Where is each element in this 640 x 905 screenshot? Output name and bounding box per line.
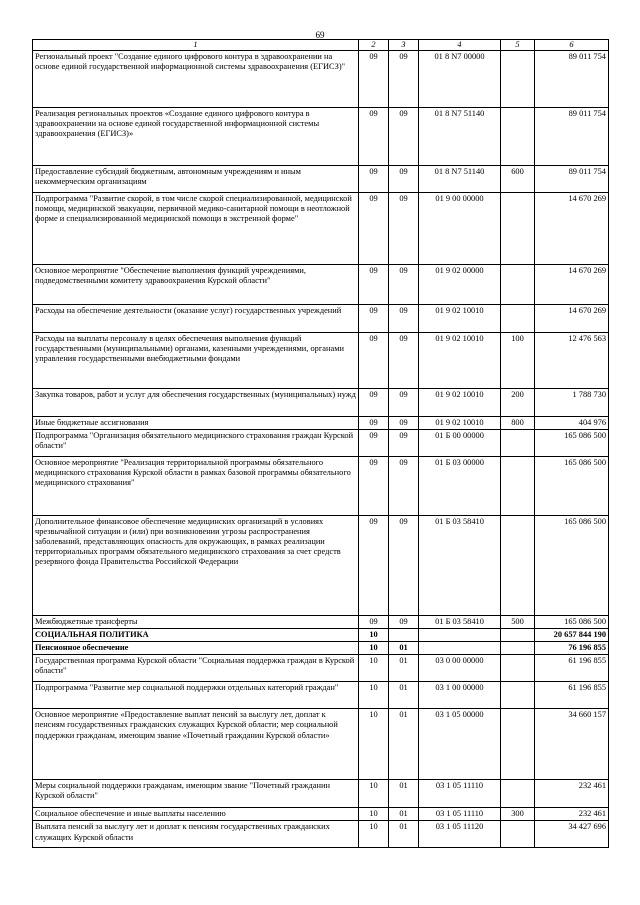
expense-type-code — [501, 629, 535, 642]
section-code: 09 — [359, 193, 389, 265]
amount: 34 427 696 — [535, 821, 609, 848]
expense-type-code — [501, 709, 535, 780]
table-row — [33, 333, 609, 389]
target-code: 01 9 02 10010 — [419, 333, 501, 389]
amount: 89 011 754 — [535, 51, 609, 108]
page-number: 69 — [315, 30, 325, 40]
expense-type-code: 300 — [501, 808, 535, 821]
subsection-code: 09 — [389, 430, 419, 457]
table-row — [33, 642, 609, 655]
subsection-code: 09 — [389, 305, 419, 333]
subsection-code: 01 — [389, 709, 419, 780]
row-name: Межбюджетные трансферты — [33, 616, 359, 629]
target-code: 01 9 02 10010 — [419, 389, 501, 417]
target-code: 03 1 05 11120 — [419, 821, 501, 848]
target-code: 01 8 N7 51140 — [419, 108, 501, 166]
expense-type-code — [501, 457, 535, 516]
amount: 232 461 — [535, 808, 609, 821]
target-code: 03 0 00 00000 — [419, 655, 501, 682]
row-name: Дополнительное финансовое обеспечение медицинских организаций в условиях чрезвычайной ситуации и (или) при возникновении угрозы распространения заболеваний, представляющих опасность для окружающих, в рамках реализации территориальных программ обязательного медицинского страхования за счет средств резервного фонда Правительства Российской Федерации — [33, 516, 359, 616]
row-name: Социальное обеспечение и иные выплаты населению — [33, 808, 359, 821]
target-code: 03 1 05 11110 — [419, 780, 501, 808]
amount: 34 660 157 — [535, 709, 609, 780]
section-code: 10 — [359, 821, 389, 848]
table-row — [33, 655, 609, 682]
row-name: Основное мероприятие «Предоставление выплат пенсий за выслугу лет, доплат к пенсиям государственных гражданских служащих Курской области; мер социальной поддержки гражданам, имеющим звание «Почетный гражданин Курской области» — [33, 709, 359, 780]
table-body — [33, 51, 609, 848]
row-name: Пенсионное обеспечение — [33, 642, 359, 655]
target-code: 01 Б 03 00000 — [419, 457, 501, 516]
subsection-code: 09 — [389, 193, 419, 265]
section-code: 09 — [359, 516, 389, 616]
section-code: 10 — [359, 682, 389, 709]
expense-type-code: 800 — [501, 417, 535, 430]
subsection-code: 09 — [389, 333, 419, 389]
table-row — [33, 821, 609, 848]
expense-type-code — [501, 516, 535, 616]
table-row — [33, 780, 609, 808]
amount: 165 086 500 — [535, 430, 609, 457]
table-row — [33, 516, 609, 616]
amount: 76 196 855 — [535, 642, 609, 655]
target-code — [419, 642, 501, 655]
row-name: Закупка товаров, работ и услуг для обеспечения государственных (муниципальных) нужд — [33, 389, 359, 417]
target-code: 03 1 05 11110 — [419, 808, 501, 821]
row-name: Региональный проект "Создание единого цифрового контура в здравоохранении на основе единой государственной информационной системы здравоохранения (ЕГИСЗ)" — [33, 51, 359, 108]
section-code: 09 — [359, 616, 389, 629]
subsection-code: 09 — [389, 616, 419, 629]
row-name: Реализация региональных проектов «Создание единого цифрового контура в здравоохранении на основе единой государственной информационной системы здравоохранения (ЕГИСЗ)» — [33, 108, 359, 166]
target-code: 01 Б 03 58410 — [419, 516, 501, 616]
section-code: 09 — [359, 305, 389, 333]
section-code: 09 — [359, 265, 389, 305]
subsection-code: 01 — [389, 780, 419, 808]
section-code: 10 — [359, 629, 389, 642]
target-code: 01 9 00 00000 — [419, 193, 501, 265]
amount: 14 670 269 — [535, 265, 609, 305]
row-name: Подпрограмма "Развитие скорой, в том числе скорой специализированной, медицинской помощи, медицинской эвакуации, первичной медико-санитарной помощи в неотложной форме и специализированной медицинской помощи в экстренной форме" — [33, 193, 359, 265]
column-header: 1 — [33, 40, 359, 51]
amount: 165 086 500 — [535, 516, 609, 616]
amount: 89 011 754 — [535, 166, 609, 193]
section-code: 10 — [359, 709, 389, 780]
section-code: 09 — [359, 430, 389, 457]
subsection-code: 01 — [389, 821, 419, 848]
section-code: 09 — [359, 389, 389, 417]
expense-type-code: 200 — [501, 389, 535, 417]
row-name: Расходы на выплаты персоналу в целях обеспечения выполнения функций государственными (муниципальными) органами, казенными учреждениями, органами управления государственными внебюджетными фондами — [33, 333, 359, 389]
table-row — [33, 265, 609, 305]
expense-type-code — [501, 51, 535, 108]
subsection-code — [389, 629, 419, 642]
target-code: 01 9 02 00000 — [419, 265, 501, 305]
subsection-code: 09 — [389, 265, 419, 305]
column-header: 5 — [501, 40, 535, 51]
row-name: СОЦИАЛЬНАЯ ПОЛИТИКА — [33, 629, 359, 642]
expense-type-code — [501, 193, 535, 265]
row-name: Расходы на обеспечение деятельности (оказание услуг) государственных учреждений — [33, 305, 359, 333]
amount: 61 196 855 — [535, 655, 609, 682]
target-code — [419, 629, 501, 642]
row-name: Государственная программа Курской области "Социальная поддержка граждан в Курской области" — [33, 655, 359, 682]
subsection-code: 01 — [389, 682, 419, 709]
column-header: 6 — [535, 40, 609, 51]
amount: 404 976 — [535, 417, 609, 430]
target-code: 01 8 N7 00000 — [419, 51, 501, 108]
subsection-code: 09 — [389, 108, 419, 166]
expense-type-code — [501, 305, 535, 333]
section-code: 09 — [359, 51, 389, 108]
subsection-code: 09 — [389, 516, 419, 616]
amount: 89 011 754 — [535, 108, 609, 166]
expense-type-code — [501, 821, 535, 848]
row-name: Меры социальной поддержки гражданам, имеющим звание "Почетный гражданин Курской области" — [33, 780, 359, 808]
row-name: Основное мероприятие "Реализация территориальной программы обязательного медицинского страхования Курской области в рамках базовой программы обязательного медицинского страхования" — [33, 457, 359, 516]
subsection-code: 09 — [389, 457, 419, 516]
budget-table — [32, 39, 609, 848]
amount: 165 086 500 — [535, 457, 609, 516]
table-header-row — [33, 40, 609, 51]
target-code: 01 Б 03 58410 — [419, 616, 501, 629]
expense-type-code — [501, 682, 535, 709]
target-code: 03 1 05 00000 — [419, 709, 501, 780]
column-header: 2 — [359, 40, 389, 51]
row-name: Основное мероприятие "Обеспечение выполнения функций учреждениями, подведомственными комитету здравоохранения Курской области" — [33, 265, 359, 305]
expense-type-code — [501, 780, 535, 808]
amount: 232 461 — [535, 780, 609, 808]
subsection-code: 01 — [389, 808, 419, 821]
subsection-code: 01 — [389, 655, 419, 682]
row-name: Подпрограмма "Развитие мер социальной поддержки отдельных категорий граждан" — [33, 682, 359, 709]
section-code: 10 — [359, 780, 389, 808]
subsection-code: 09 — [389, 417, 419, 430]
amount: 14 670 269 — [535, 193, 609, 265]
row-name: Выплата пенсий за выслугу лет и доплат к пенсиям государственных гражданских служащих Курской области — [33, 821, 359, 848]
amount: 165 086 500 — [535, 616, 609, 629]
expense-type-code: 500 — [501, 616, 535, 629]
column-header: 3 — [389, 40, 419, 51]
table-row — [33, 389, 609, 417]
section-code: 09 — [359, 333, 389, 389]
target-code: 01 8 N7 51140 — [419, 166, 501, 193]
row-name: Иные бюджетные ассигнования — [33, 417, 359, 430]
amount: 12 476 563 — [535, 333, 609, 389]
table-row — [33, 193, 609, 265]
section-code: 09 — [359, 417, 389, 430]
expense-type-code: 100 — [501, 333, 535, 389]
table-row — [33, 417, 609, 430]
table-row — [33, 629, 609, 642]
target-code: 01 9 02 10010 — [419, 305, 501, 333]
subsection-code: 09 — [389, 51, 419, 108]
section-code: 10 — [359, 655, 389, 682]
section-code: 09 — [359, 108, 389, 166]
amount: 1 788 730 — [535, 389, 609, 417]
amount: 61 196 855 — [535, 682, 609, 709]
table-row — [33, 166, 609, 193]
expense-type-code — [501, 108, 535, 166]
target-code: 01 9 02 10010 — [419, 417, 501, 430]
subsection-code: 09 — [389, 389, 419, 417]
table-row — [33, 709, 609, 780]
table-row — [33, 808, 609, 821]
expense-type-code — [501, 265, 535, 305]
row-name: Предоставление субсидий бюджетным, автономным учреждениям и иным некоммерческим организациям — [33, 166, 359, 193]
section-code: 10 — [359, 642, 389, 655]
amount: 14 670 269 — [535, 305, 609, 333]
table-row — [33, 108, 609, 166]
table-row — [33, 682, 609, 709]
row-name: Подпрограмма "Организация обязательного медицинского страхования граждан Курской области" — [33, 430, 359, 457]
expense-type-code: 600 — [501, 166, 535, 193]
table-row — [33, 457, 609, 516]
expense-type-code — [501, 430, 535, 457]
target-code: 03 1 00 00000 — [419, 682, 501, 709]
section-code: 09 — [359, 166, 389, 193]
table-row — [33, 305, 609, 333]
section-code: 10 — [359, 808, 389, 821]
subsection-code: 01 — [389, 642, 419, 655]
table-row — [33, 51, 609, 108]
column-header: 4 — [419, 40, 501, 51]
section-code: 09 — [359, 457, 389, 516]
target-code: 01 Б 00 00000 — [419, 430, 501, 457]
table-row — [33, 430, 609, 457]
expense-type-code — [501, 642, 535, 655]
subsection-code: 09 — [389, 166, 419, 193]
table-row — [33, 616, 609, 629]
expense-type-code — [501, 655, 535, 682]
amount: 20 657 844 190 — [535, 629, 609, 642]
